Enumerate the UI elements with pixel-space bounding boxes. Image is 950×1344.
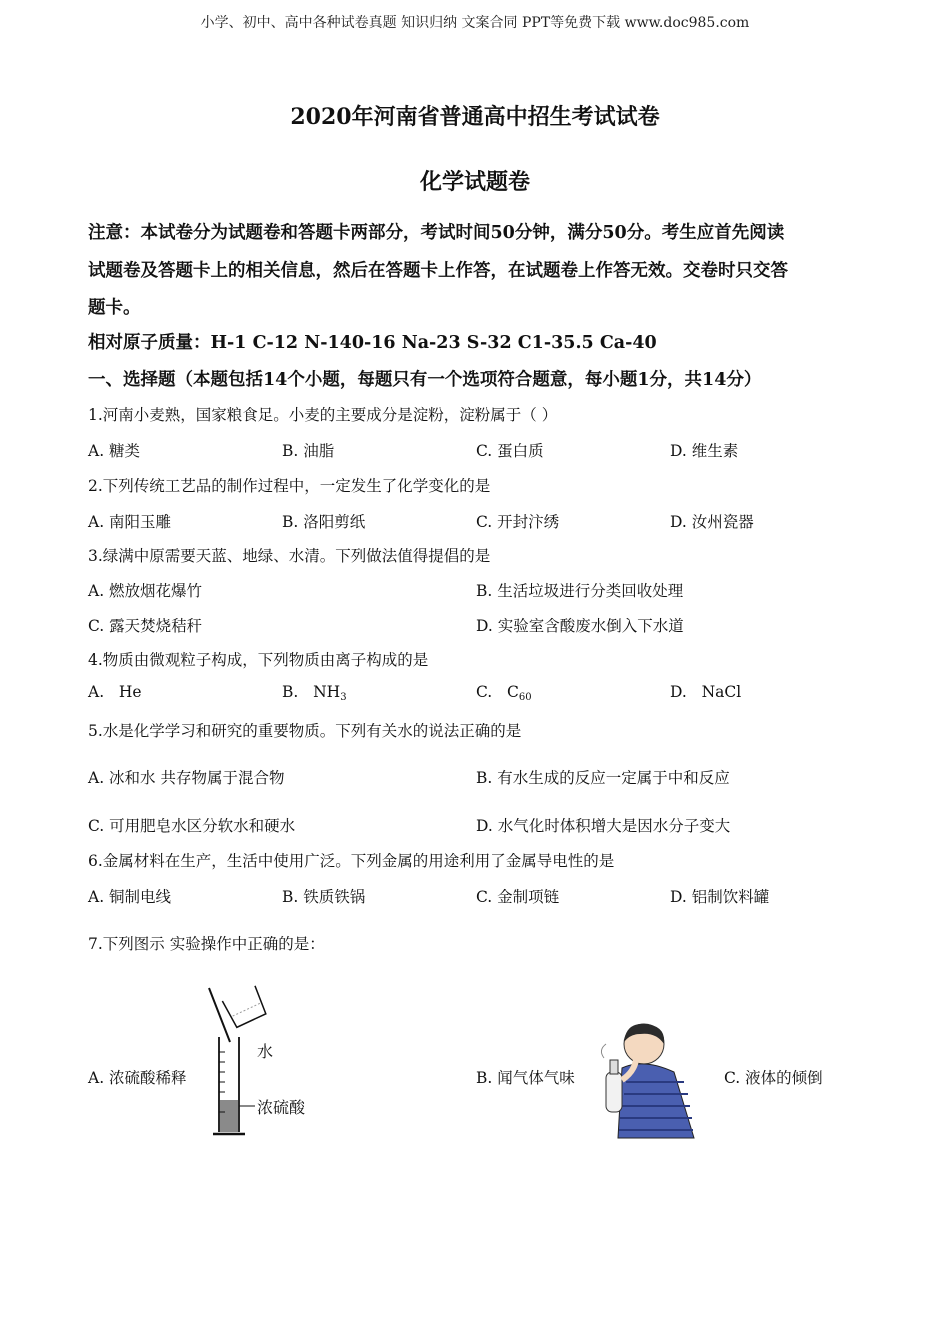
question-1-option-a: A. 糖类 xyxy=(88,442,141,460)
question-2-stem: 2.下列传统工艺品的制作过程中，一定发生了化学变化的是 xyxy=(88,477,491,495)
question-6-option-a: A. 铜制电线 xyxy=(88,888,172,906)
question-2-option-b: B. 洛阳剪纸 xyxy=(282,513,366,531)
water-label: 水 xyxy=(257,1042,274,1061)
formula-subscript: 3 xyxy=(340,692,347,703)
formula-subscript: 60 xyxy=(518,692,532,703)
question-4-option-c xyxy=(476,683,532,703)
page-subtitle: 化学试题卷 xyxy=(419,169,530,195)
option-label: A. xyxy=(88,683,105,701)
question-7-option-b: B. 闻气体气味 xyxy=(476,1069,575,1087)
question-6-stem: 6.金属材料在生产，生活中使用广泛。下列金属的用途利用了金属导电性的是 xyxy=(88,852,615,870)
notice-line-1: 注意：本试卷分为试题卷和答题卡两部分，考试时间50分钟，满分50分。考生应首先阅读 xyxy=(88,223,785,243)
question-4-option-d xyxy=(670,683,741,701)
question-1-option-b: B. 油脂 xyxy=(282,442,335,460)
question-3-option-c: C. 露天焚烧秸秆 xyxy=(88,617,203,635)
question-2-option-d: D. 汝州瓷器 xyxy=(670,513,754,531)
notice-line-3: 题卡。 xyxy=(88,298,141,318)
atomic-mass: 相对原子质量：H-1 C-12 N-140-16 Na-23 S-32 C1-35.5 Ca-40 xyxy=(88,333,657,353)
question-7-option-a: A. 浓硫酸稀释 xyxy=(88,1069,187,1087)
question-3-option-b: B. 生活垃圾进行分类回收处理 xyxy=(476,582,684,600)
option-label: D. xyxy=(670,683,687,701)
beaker xyxy=(222,986,267,1028)
page-header: 小学、初中、高中各种试卷真题 知识归纳 文案合同 PPT等免费下载 www.doc985.com xyxy=(200,15,750,31)
notice-line-2: 试题卷及答题卡上的相关信息，然后在答题卡上作答，在试题卷上作答无效。交卷时只交答 xyxy=(88,261,788,281)
question-6-option-c: C. 金制项链 xyxy=(476,888,560,906)
question-1-option-d: D. 维生素 xyxy=(670,442,739,460)
question-6-option-b: B. 铁质铁锅 xyxy=(282,888,366,906)
question-3-option-d: D. 实验室含酸废水倒入下水道 xyxy=(476,617,684,635)
formula: NaCl xyxy=(701,683,742,701)
question-5-option-c: C. 可用肥皂水区分软水和硬水 xyxy=(88,817,296,835)
question-1-option-c: C. 蛋白质 xyxy=(476,442,544,460)
question-5-stem: 5.水是化学学习和研究的重要物质。下列有关水的说法正确的是 xyxy=(88,722,522,740)
option-label: B. xyxy=(282,683,299,701)
section-heading: 一、选择题（本题包括14个小题，每题只有一个选项符合题意，每小题1分，共14分） xyxy=(88,370,762,390)
acid-dilution-figure xyxy=(195,982,325,1142)
glass-rod xyxy=(209,988,230,1042)
question-7-stem: 7.下列图示 实验操作中正确的是： xyxy=(88,935,325,953)
question-4-option-a xyxy=(88,683,142,701)
formula: NH xyxy=(313,683,341,701)
acid-liquid xyxy=(220,1100,238,1132)
question-7-option-c: C. 液体的倾倒 xyxy=(724,1069,823,1087)
smelling-gas-figure xyxy=(594,1020,704,1140)
question-6-option-d: D. 铝制饮料罐 xyxy=(670,888,770,906)
formula: C xyxy=(507,683,519,701)
question-5-option-a: A. 冰和水 共存物属于混合物 xyxy=(88,769,285,787)
question-3-option-a: A. 燃放烟花爆竹 xyxy=(88,582,203,600)
question-5-option-d: D. 水气化时体积增大是因水分子变大 xyxy=(476,817,731,835)
question-2-option-c: C. 开封汴绣 xyxy=(476,513,560,531)
gas-bottle xyxy=(606,1072,622,1112)
question-5-option-b: B. 有水生成的反应一定属于中和反应 xyxy=(476,769,730,787)
question-3-stem: 3.绿满中原需要天蓝、地绿、水清。下列做法值得提倡的是 xyxy=(88,547,491,565)
question-4-option-b xyxy=(282,683,347,703)
question-2-option-a: A. 南阳玉雕 xyxy=(88,513,172,531)
question-4-stem: 4.物质由微观粒子构成，下列物质由离子构成的是 xyxy=(88,651,429,669)
vapor-lines xyxy=(601,1044,606,1058)
question-1-stem: 1.河南小麦熟，国家粮食足。小麦的主要成分是淀粉，淀粉属于（ ） xyxy=(88,406,558,424)
page-title: 2020年河南省普通高中招生考试试卷 xyxy=(290,104,660,130)
acid-label: 浓硫酸 xyxy=(257,1098,306,1117)
formula: He xyxy=(118,683,142,701)
option-label: C. xyxy=(476,683,493,701)
